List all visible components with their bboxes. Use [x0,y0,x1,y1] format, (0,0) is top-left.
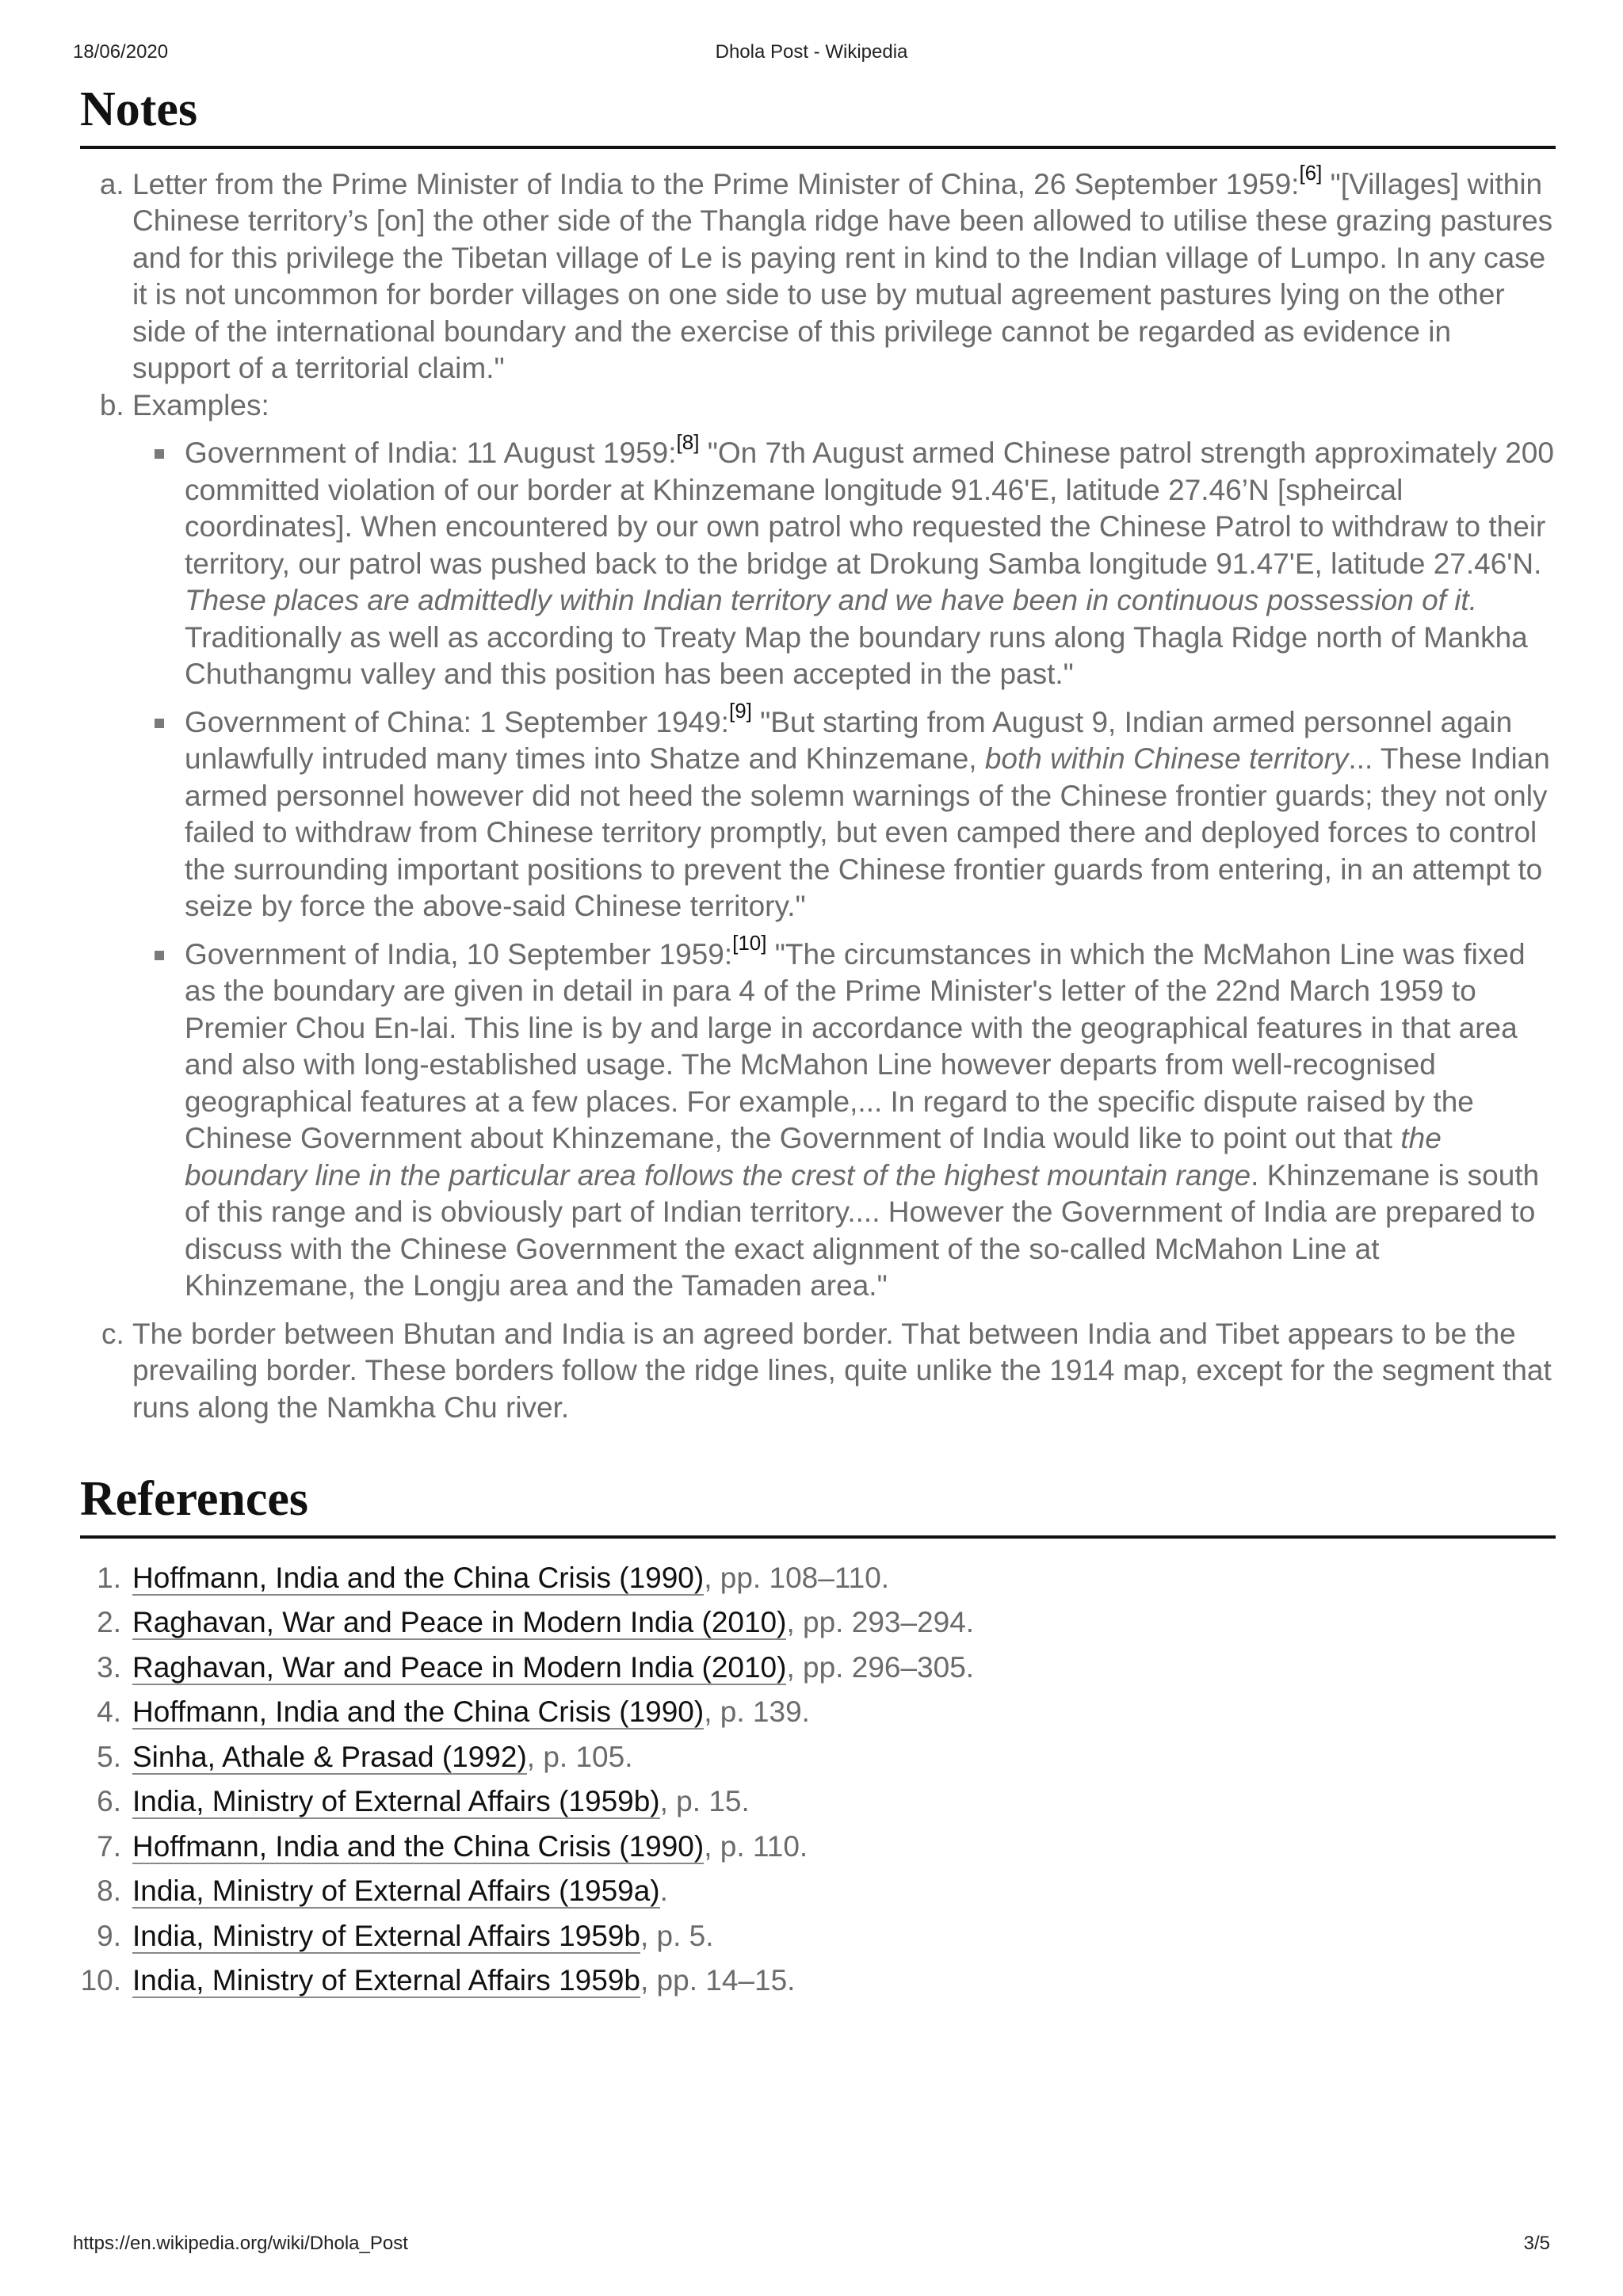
reference-item [80,1825,1556,1870]
reference-link[interactable]: Hoffmann, India and the China Crisis (1990) [132,1829,705,1863]
references-list [80,1556,1556,2004]
reference-item [80,1869,1556,1914]
reference-pages: , p. 105. [526,1740,633,1773]
reference-item [80,1646,1556,1691]
reference-pages: , pp. 293–294. [786,1606,975,1638]
example-text: ... These Indian armed personnel however did not heed the solemn warnings of the Chinese frontier guards; they not only failed to withdraw from Chinese territory promptly, but even camped there and deployed forces to control the surrounding important positions to prevent the Chinese frontier guards from entering, in an attempt to seize by force the above-said Chinese territory." [185,742,1550,922]
bullet-icon [155,951,164,960]
reference-link[interactable]: India, Ministry of External Affairs 1959b [132,1919,640,1952]
reference-link[interactable]: India, Ministry of External Affairs 1959b [132,1964,640,1997]
print-date: 18/06/2020 [73,41,169,63]
print-page-title: Dhola Post - Wikipedia [715,41,908,63]
notes-heading: Notes [80,79,1556,149]
reference-number: 7. [97,1829,121,1863]
reference-number: 9. [97,1919,121,1952]
reference-number: 10. [80,1964,121,1997]
reference-pages: , p. 139. [704,1695,810,1728]
example-item [185,931,1556,1305]
notes-list [80,161,1556,1427]
reference-number: 5. [97,1740,121,1773]
example-text: Traditionally as well as according to Treaty Map the boundary runs along Thagla Ridge north of Mankha Chuthangmu valley and this position has been accepted in the past." [185,620,1528,690]
reference-number: 6. [97,1785,121,1817]
example-ref-link[interactable]: [10] [732,931,767,955]
example-text: Government of India: 11 August 1959: [185,437,677,469]
reference-link[interactable]: Sinha, Athale & Prasad (1992) [132,1740,527,1773]
reference-number: 4. [97,1695,121,1728]
reference-item [80,1958,1556,2004]
reference-link[interactable]: India, Ministry of External Affairs (1959a) [132,1875,660,1907]
reference-pages: , p. 15. [659,1785,750,1817]
example-ref-link[interactable]: [8] [676,429,700,454]
references-section [80,1469,1556,2004]
reference-pages: . [659,1875,668,1907]
examples-list [132,429,1556,1305]
reference-item [80,1735,1556,1780]
reference-number: 3. [97,1650,121,1684]
note-a-text-1: Letter from the Prime Minister of India to the Prime Minister of China, 26 September 1959: [132,167,1300,200]
reference-number: 8. [97,1875,121,1907]
example-text: . Khinzemane is south of this range and is obviously part of Indian territory.... However the Government of India are prepared to discuss with the Chinese Government the exact alignment of the so-called McMahon Line at Khinzemane, the Longju area and the Tamaden area." [185,1158,1540,1302]
example-text: Government of India, 10 September 1959: [185,937,733,971]
reference-pages: , pp. 296–305. [786,1650,975,1684]
note-a-ref-link[interactable]: [6] [1299,161,1323,185]
reference-item [80,1779,1556,1825]
example-italic-text: both within Chinese territory [984,742,1349,775]
reference-pages: , pp. 14–15. [640,1964,796,1997]
references-heading: References [80,1469,1556,1539]
example-italic-text: These places are admittedly within Indian territory and we have been in continuous possession of it. [185,584,1477,616]
reference-link[interactable]: Raghavan, War and Peace in Modern India (2010) [132,1606,787,1638]
print-header [73,41,1550,65]
reference-item [80,1556,1556,1601]
reference-number: 2. [97,1606,121,1638]
example-text: Government of China: 1 September 1949: [185,705,729,738]
note-b [132,387,1556,1305]
example-item [185,429,1556,693]
example-ref-link[interactable]: [9] [728,699,752,723]
note-a-text-2: "[Villages] within Chinese territory’s [on] the other side of the Thangla ridge have been allowed to utilise these grazing pastures and for this privilege the Tibetan village of Le is paying rent in kind to the Indian village of Lumpo. In any case it is not uncommon for border villages on one side to use by mutual agreement pastures lying on the other side of the international boundary and the exercise of this privilege cannot be regarded as evidence in support of a territorial claim." [132,167,1553,384]
note-c-text: The border between Bhutan and India is an agreed border. That between India and Tibet appears to be the prevailing border. These borders follow the ridge lines, quite unlike the 1914 map, except for the segment that runs along the Namkha Chu river. [132,1317,1552,1424]
page-number: 3/5 [1523,2233,1550,2254]
reference-number: 1. [97,1561,121,1594]
reference-link[interactable]: Hoffmann, India and the China Crisis (1990) [132,1695,705,1728]
example-text: "On 7th August armed Chinese patrol strength approximately 200 committed violation of our border at Khinzemane longitude 91.46'E, latitude 27.46’N [spheircal coordinates]. When encountered by our own patrol who requested the Chinese Patrol to withdraw to their territory, our patrol was pushed back to the bridge at Drokung Samba longitude 91.47'E, latitude 27.46'N. [185,437,1554,580]
example-item [185,699,1556,925]
note-a [132,161,1556,387]
example-italic-text: the boundary line in the particular area follows the crest of the highest mountain range [185,1122,1442,1192]
note-c [132,1316,1556,1427]
article-content [80,79,1556,2004]
reference-item [80,1600,1556,1646]
note-b-label: Examples: [132,388,269,421]
reference-link[interactable]: Raghavan, War and Peace in Modern India (2010) [132,1650,787,1684]
reference-pages: , p. 110. [704,1829,808,1863]
example-text: "But starting from August 9, Indian armed personnel again unlawfully intruded many times into Shatze and Khinzemane, [185,705,1513,775]
bullet-icon [155,449,164,459]
reference-pages: , p. 5. [640,1919,714,1952]
reference-link[interactable]: India, Ministry of External Affairs (1959b) [132,1785,660,1817]
reference-pages: , pp. 108–110. [704,1561,890,1594]
example-text: "The circumstances in which the McMahon Line was fixed as the boundary are given in detail in para 4 of the Prime Minister's letter of the 22nd March 1959 to Premier Chou En-lai. This line is by and large in accordance with the geographical features in that area and also with long-established usage. The McMahon Line however departs from well-recognised geographical features at a few places. For example,... In regard to the specific dispute raised by the Chinese Government about Khinzemane, the Government of India would like to point out that [185,937,1526,1154]
bullet-icon [155,719,164,728]
reference-item [80,1690,1556,1735]
print-url: https://en.wikipedia.org/wiki/Dhola_Post [73,2233,408,2254]
reference-link[interactable]: Hoffmann, India and the China Crisis (1990) [132,1561,705,1594]
reference-item [80,1914,1556,1959]
